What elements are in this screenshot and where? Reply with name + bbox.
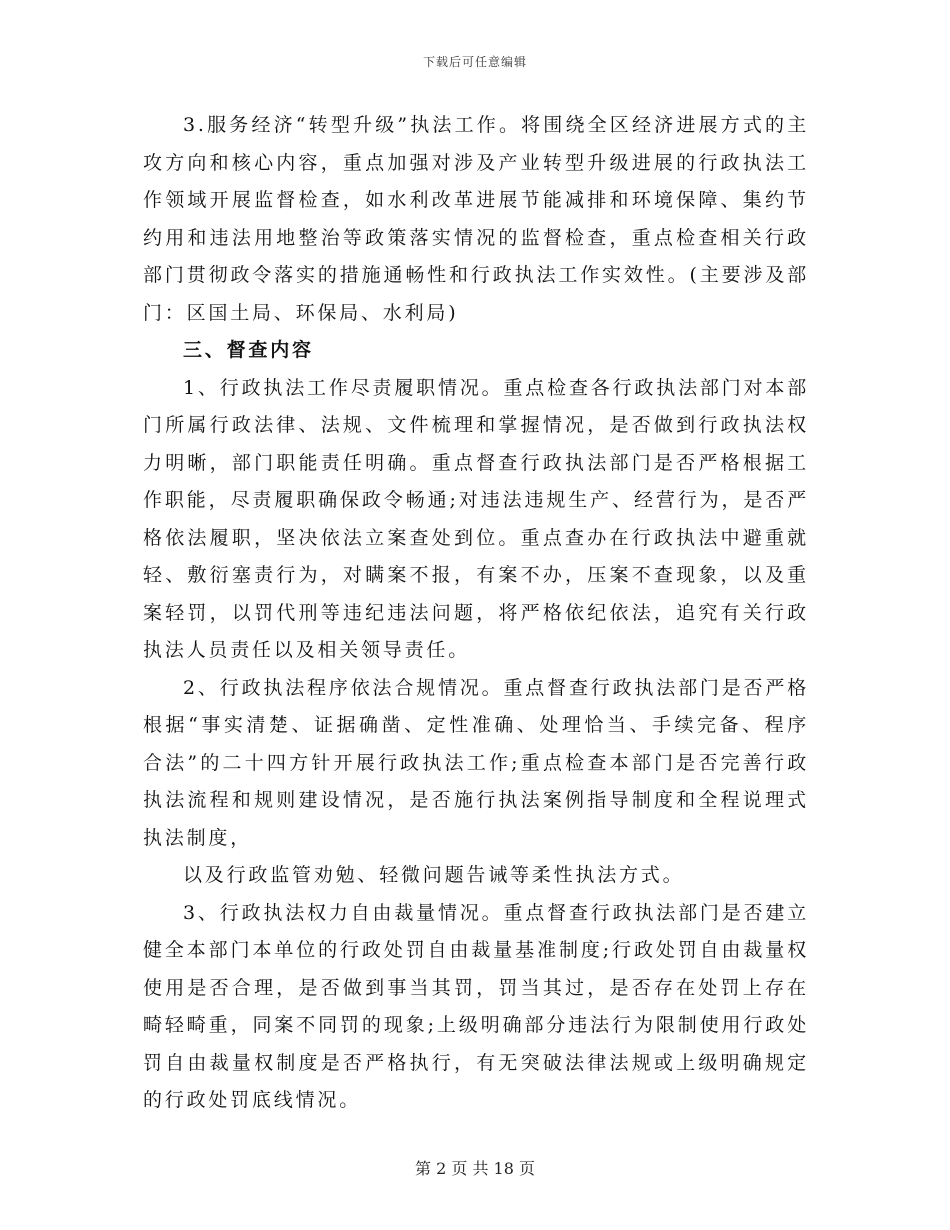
header-note: 下载后可任意编辑	[422, 55, 527, 69]
section-heading-supervision-content: 三、督查内容	[183, 339, 314, 361]
document-body	[143, 107, 809, 1120]
page-number-footer: 第 2 页 共 18 页	[415, 1159, 535, 1178]
paragraph-content-2-continued: 以及行政监管劝勉、轻微问题告诫等柔性执法方式。	[183, 864, 685, 886]
paragraph-content-1: 1、行政执法工作尽责履职情况。重点检查各行政执法部门对本部门所属行政法律、法规、文件梳理和掌握情况，是否做到行政执法权力明晰，部门职能责任明确。重点督查行政执法部门是否严格根据工作职能，尽责履职确保政令畅通;对违法违规生产、经营行为，是否严格依法履职，坚决依法立案查处到位。重点查办在行政执法中避重就轻、敷衍塞责行为，对瞒案不报，有案不办，压案不查现象，以及重案轻罚，以罚代刑等违纪违法问题，将严格依纪依法，追究有关行政执法人员责任以及相关领导责任。	[143, 376, 809, 661]
paragraph-content-3: 3、行政执法权力自由裁量情况。重点督查行政执法部门是否建立健全本部门本单位的行政处罚自由裁量基准制度;行政处罚自由裁量权使用是否合理，是否做到事当其罚，罚当其过，是否存在处罚上存在畸轻畸重，同案不同罚的现象;上级明确部分违法行为限制使用行政处罚自由裁量权制度是否严格执行，有无突破法律法规或上级明确规定的行政处罚底线情况。	[143, 901, 809, 1111]
paragraph-item-3: 3.服务经济“转型升级”执法工作。将围绕全区经济进展方式的主攻方向和核心内容，重点加强对涉及产业转型升级进展的行政执法工作领域开展监督检查，如水利改革进展节能减排和环境保障、集约节约用和违法用地整治等政策落实情况的监督检查，重点检查相关行政部门贯彻政令落实的措施通畅性和行政执法工作实效性。(主要涉及部门：区国土局、环保局、水利局)	[143, 114, 809, 324]
paragraph-content-2: 2、行政执法程序依法合规情况。重点督查行政执法部门是否严格根据“事实清楚、证据确凿、定性准确、处理恰当、手续完备、程序合法”的二十四方针开展行政执法工作;重点检查本部门是否完善行政执法流程和规则建设情况，是否施行执法案例指导制度和全程说理式执法制度，	[143, 676, 809, 849]
